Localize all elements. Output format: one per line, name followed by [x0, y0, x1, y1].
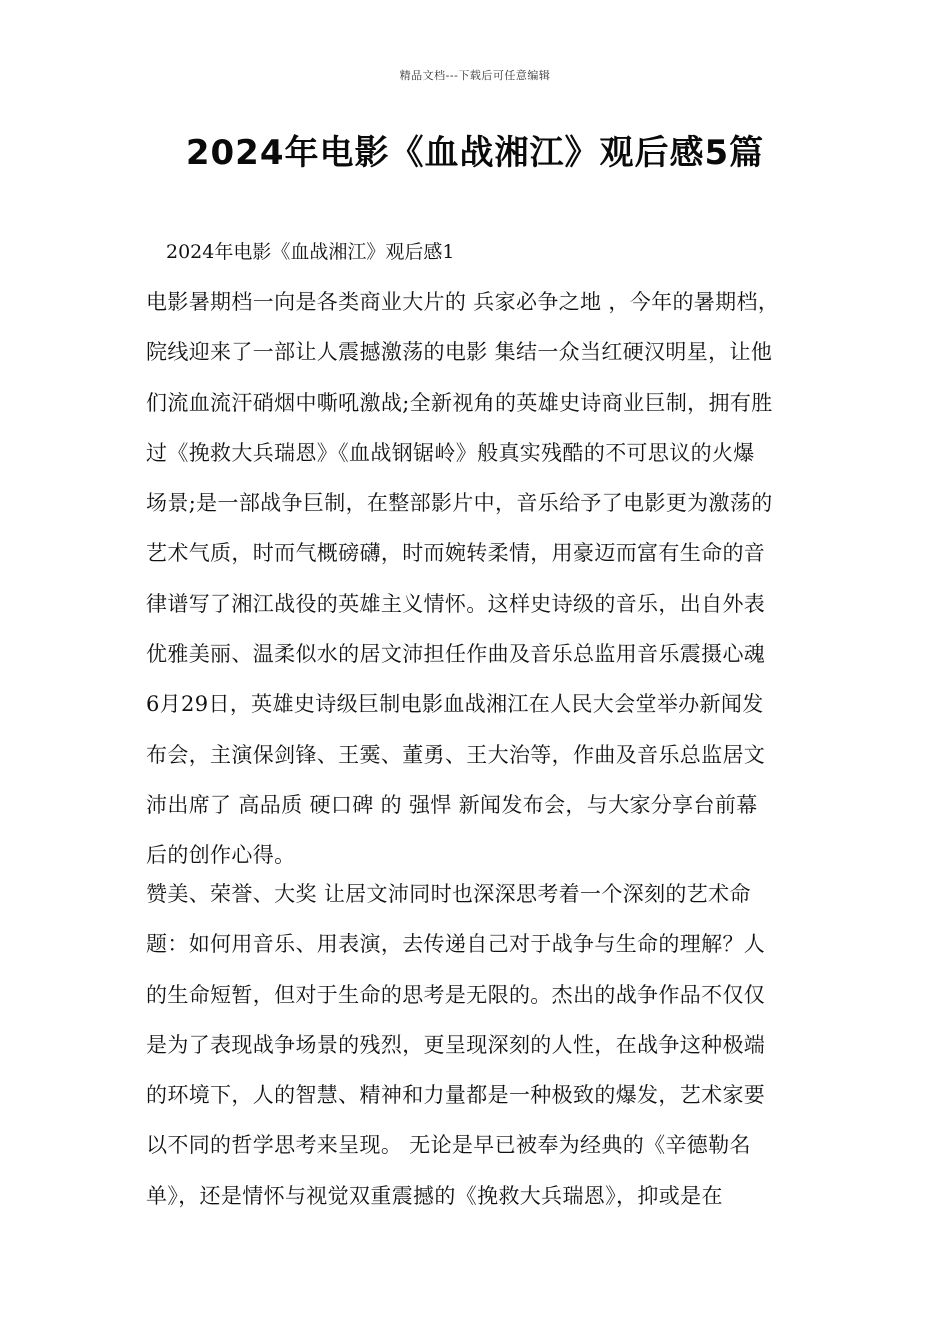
paragraph-2: [146, 879, 811, 1231]
paragraph-line: 优雅美丽、温柔似水的居文沛担任作曲及音乐总监用音乐震摄心魂: [146, 642, 766, 667]
document-title: 2024年电影《血战湘江》观后感5篇: [185, 133, 765, 173]
paragraph-line: 6月29日，英雄史诗级巨制电影血战湘江在人民大会堂举办新闻发: [146, 692, 764, 717]
paragraph-1: [146, 287, 811, 891]
paragraph-line: 赞美、荣誉、大奖 让居文沛同时也深深思考着一个深刻的艺术命: [146, 882, 751, 906]
paragraph-line: 沛出席了 高品质 硬口碑 的 强悍 新闻发布会，与大家分享台前幕: [146, 792, 758, 817]
paragraph-line: 的环境下，人的智慧、精神和力量都是一种极致的爆发，艺术家要: [146, 1083, 766, 1108]
paragraph-line: 后的创作心得。: [146, 843, 296, 868]
paragraph-line: 电影暑期档一向是各类商业大片的 兵家必争之地 ，今年的暑期档，: [146, 290, 780, 314]
paragraph-line: 布会，主演保剑锋、王霙、董勇、王大治等，作曲及音乐总监居文: [146, 742, 766, 767]
header-note: 精品文档---下载后可任意编辑: [399, 69, 551, 82]
paragraph-line: 以不同的哲学思考来呈现。 无论是早已被奉为经典的《辛德勒名: [146, 1133, 751, 1158]
paragraph-line: 场景;是一部战争巨制，在整部影片中，音乐给予了电影更为激荡的: [146, 491, 773, 516]
paragraph-line: 艺术气质，时而气概磅礴，时而婉转柔情，用豪迈而富有生命的音: [146, 541, 766, 566]
paragraph-line: 的生命短暂，但对于生命的思考是无限的。杰出的战争作品不仅仅: [146, 982, 766, 1007]
paragraph-line: 是为了表现战争场景的残烈，更呈现深刻的人性，在战争这种极端: [146, 1032, 766, 1057]
paragraph-line: 过《挽救大兵瑞恩》《血战钢锯岭》般真实残酷的不可思议的火爆: [146, 440, 755, 465]
paragraph-line: 律谱写了湘江战役的英雄主义情怀。这样史诗级的音乐，出自外表: [146, 591, 766, 616]
paragraph-line: 们流血流汗硝烟中嘶吼激战;全新视角的英雄史诗商业巨制，拥有胜: [146, 390, 773, 415]
paragraph-line: 院线迎来了一部让人震撼激荡的电影 集结一众当红硬汉明星，让他: [146, 340, 773, 365]
paragraph-line: 题：如何用音乐、用表演，去传递自己对于战争与生命的理解？人: [146, 932, 766, 957]
paragraph-line: 单》，还是情怀与视觉双重震撼的《挽救大兵瑞恩》，抑或是在: [146, 1183, 723, 1208]
section-heading: 2024年电影《血战湘江》观后感1: [166, 241, 455, 263]
